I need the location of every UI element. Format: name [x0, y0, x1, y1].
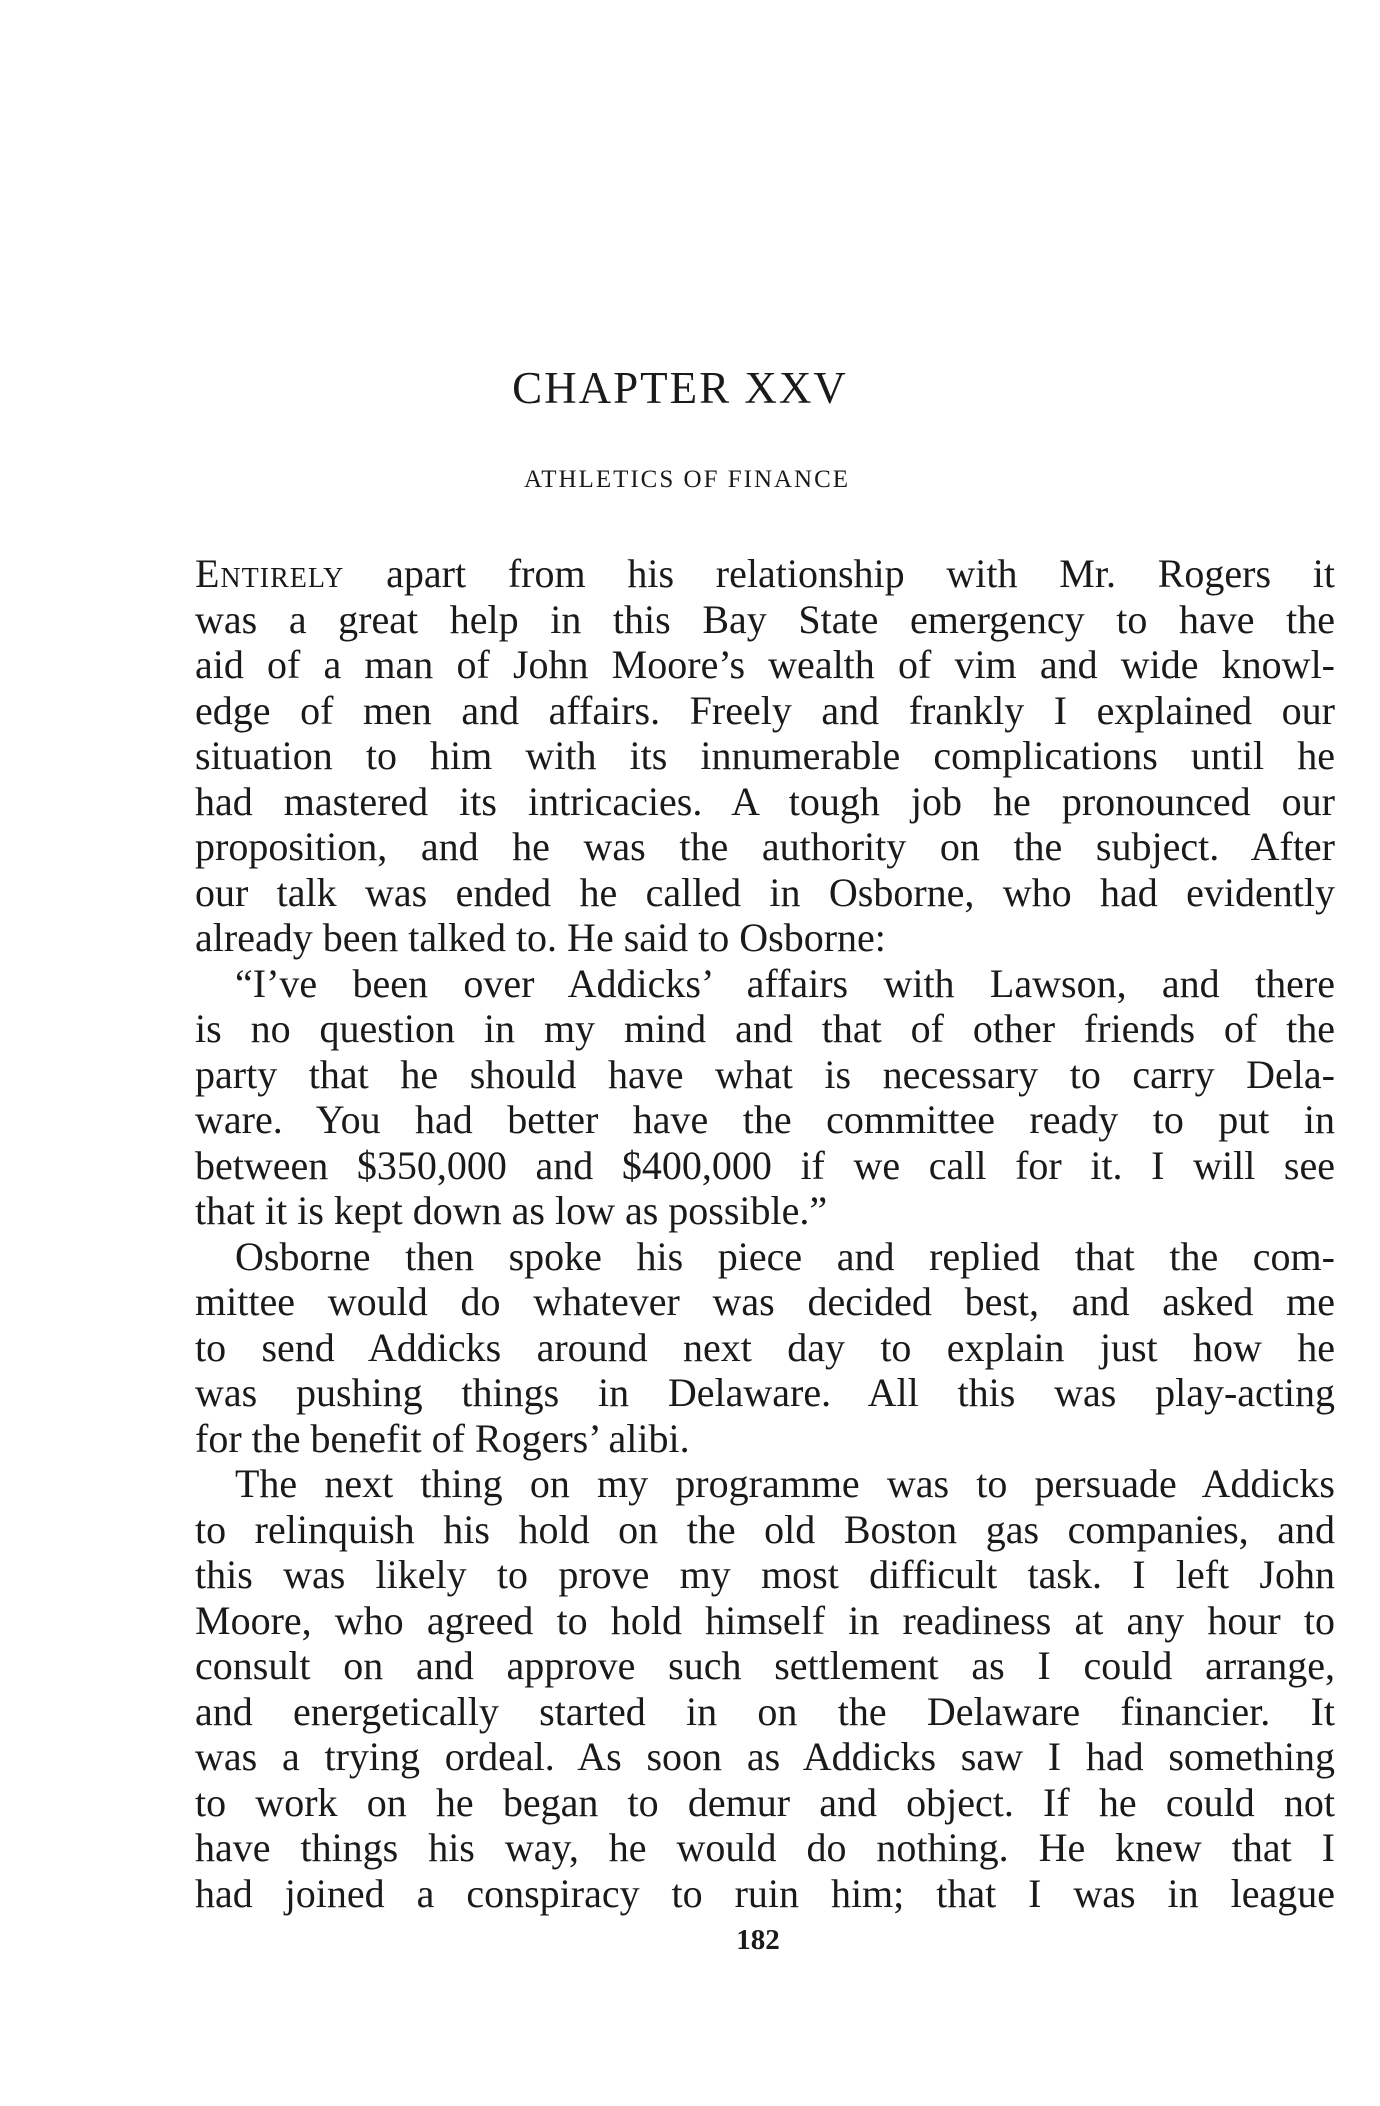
chapter-title: [0, 466, 1380, 494]
text-line-13: ware. You had better have the committee ready to put in: [195, 1097, 1335, 1142]
text-line-7: proposition, and he was the authority on the subject. After: [195, 824, 1335, 869]
text-line-5: situation to him with its innumerable complications until he: [195, 733, 1335, 778]
text-line-1: [195, 551, 1335, 597]
text-line-14: between $350,000 and $400,000 if we call for it. I will see: [195, 1142, 1335, 1188]
text-line-23: this was likely to prove my most difficult task. I left John: [195, 1552, 1335, 1597]
text-line-6: had mastered its intricacies. A tough job he pronounced our: [195, 778, 1335, 824]
text-line-19: was pushing things in Delaware. All this was play-acting: [195, 1370, 1335, 1415]
text-line-16: Osborne then spoke his piece and replied that the com-: [235, 1233, 1335, 1279]
text-line-29: have things his way, he would do nothing. He knew that I: [195, 1825, 1335, 1870]
text-line-18: to send Addicks around next day to explain just how he: [195, 1324, 1335, 1370]
text-line-24: Moore, who agreed to hold himself in readiness at any hour to: [195, 1597, 1335, 1643]
chapter-number: [0, 362, 1380, 414]
chapter-title-text: ATHLETICS OF FINANCE: [523, 466, 851, 493]
opening-word: Entirely: [195, 551, 345, 596]
text-line-9: already been talked to. He said to Osborne:: [195, 915, 886, 960]
text-line-1-rest: apart from his relationship with Mr. Rogers it: [344, 551, 1335, 596]
text-line-26: and energetically started in on the Delaware financier. It: [195, 1688, 1335, 1734]
text-line-2: was a great help in this Bay State emergency to have the: [195, 596, 1335, 642]
text-line-10: “I’ve been over Addicks’ affairs with Lawson, and there: [235, 960, 1335, 1006]
text-line-4: edge of men and affairs. Freely and frankly I explained our: [195, 687, 1335, 733]
text-line-8: our talk was ended he called in Osborne, who had evidently: [195, 869, 1335, 915]
page-number-text: 182: [736, 1924, 780, 1956]
text-line-21: The next thing on my programme was to persuade Addicks: [235, 1461, 1335, 1506]
text-line-20: for the benefit of Rogers’ alibi.: [195, 1415, 690, 1461]
chapter-number-text: CHAPTER XXV: [512, 363, 848, 413]
text-line-15: that it is kept down as low as possible.”: [195, 1188, 828, 1233]
page-number: [0, 1924, 1380, 1957]
text-line-28: to work on he began to demur and object. If he could not: [195, 1779, 1335, 1825]
text-line-27: was a trying ordeal. As soon as Addicks saw I had something: [195, 1734, 1335, 1779]
text-line-30: had joined a conspiracy to ruin him; that I was in league: [195, 1870, 1335, 1916]
body-text: [195, 551, 1335, 1916]
text-line-12: party that he should have what is necessary to carry Dela-: [195, 1051, 1335, 1097]
text-line-3: aid of a man of John Moore’s wealth of vim and wide knowl-: [195, 642, 1335, 687]
text-line-22: to relinquish his hold on the old Boston gas companies, and: [195, 1506, 1335, 1552]
text-line-25: consult on and approve such settlement as I could arrange,: [195, 1643, 1335, 1688]
text-line-11: is no question in my mind and that of other friends of the: [195, 1006, 1335, 1051]
text-line-17: mittee would do whatever was decided best, and asked me: [195, 1279, 1335, 1324]
